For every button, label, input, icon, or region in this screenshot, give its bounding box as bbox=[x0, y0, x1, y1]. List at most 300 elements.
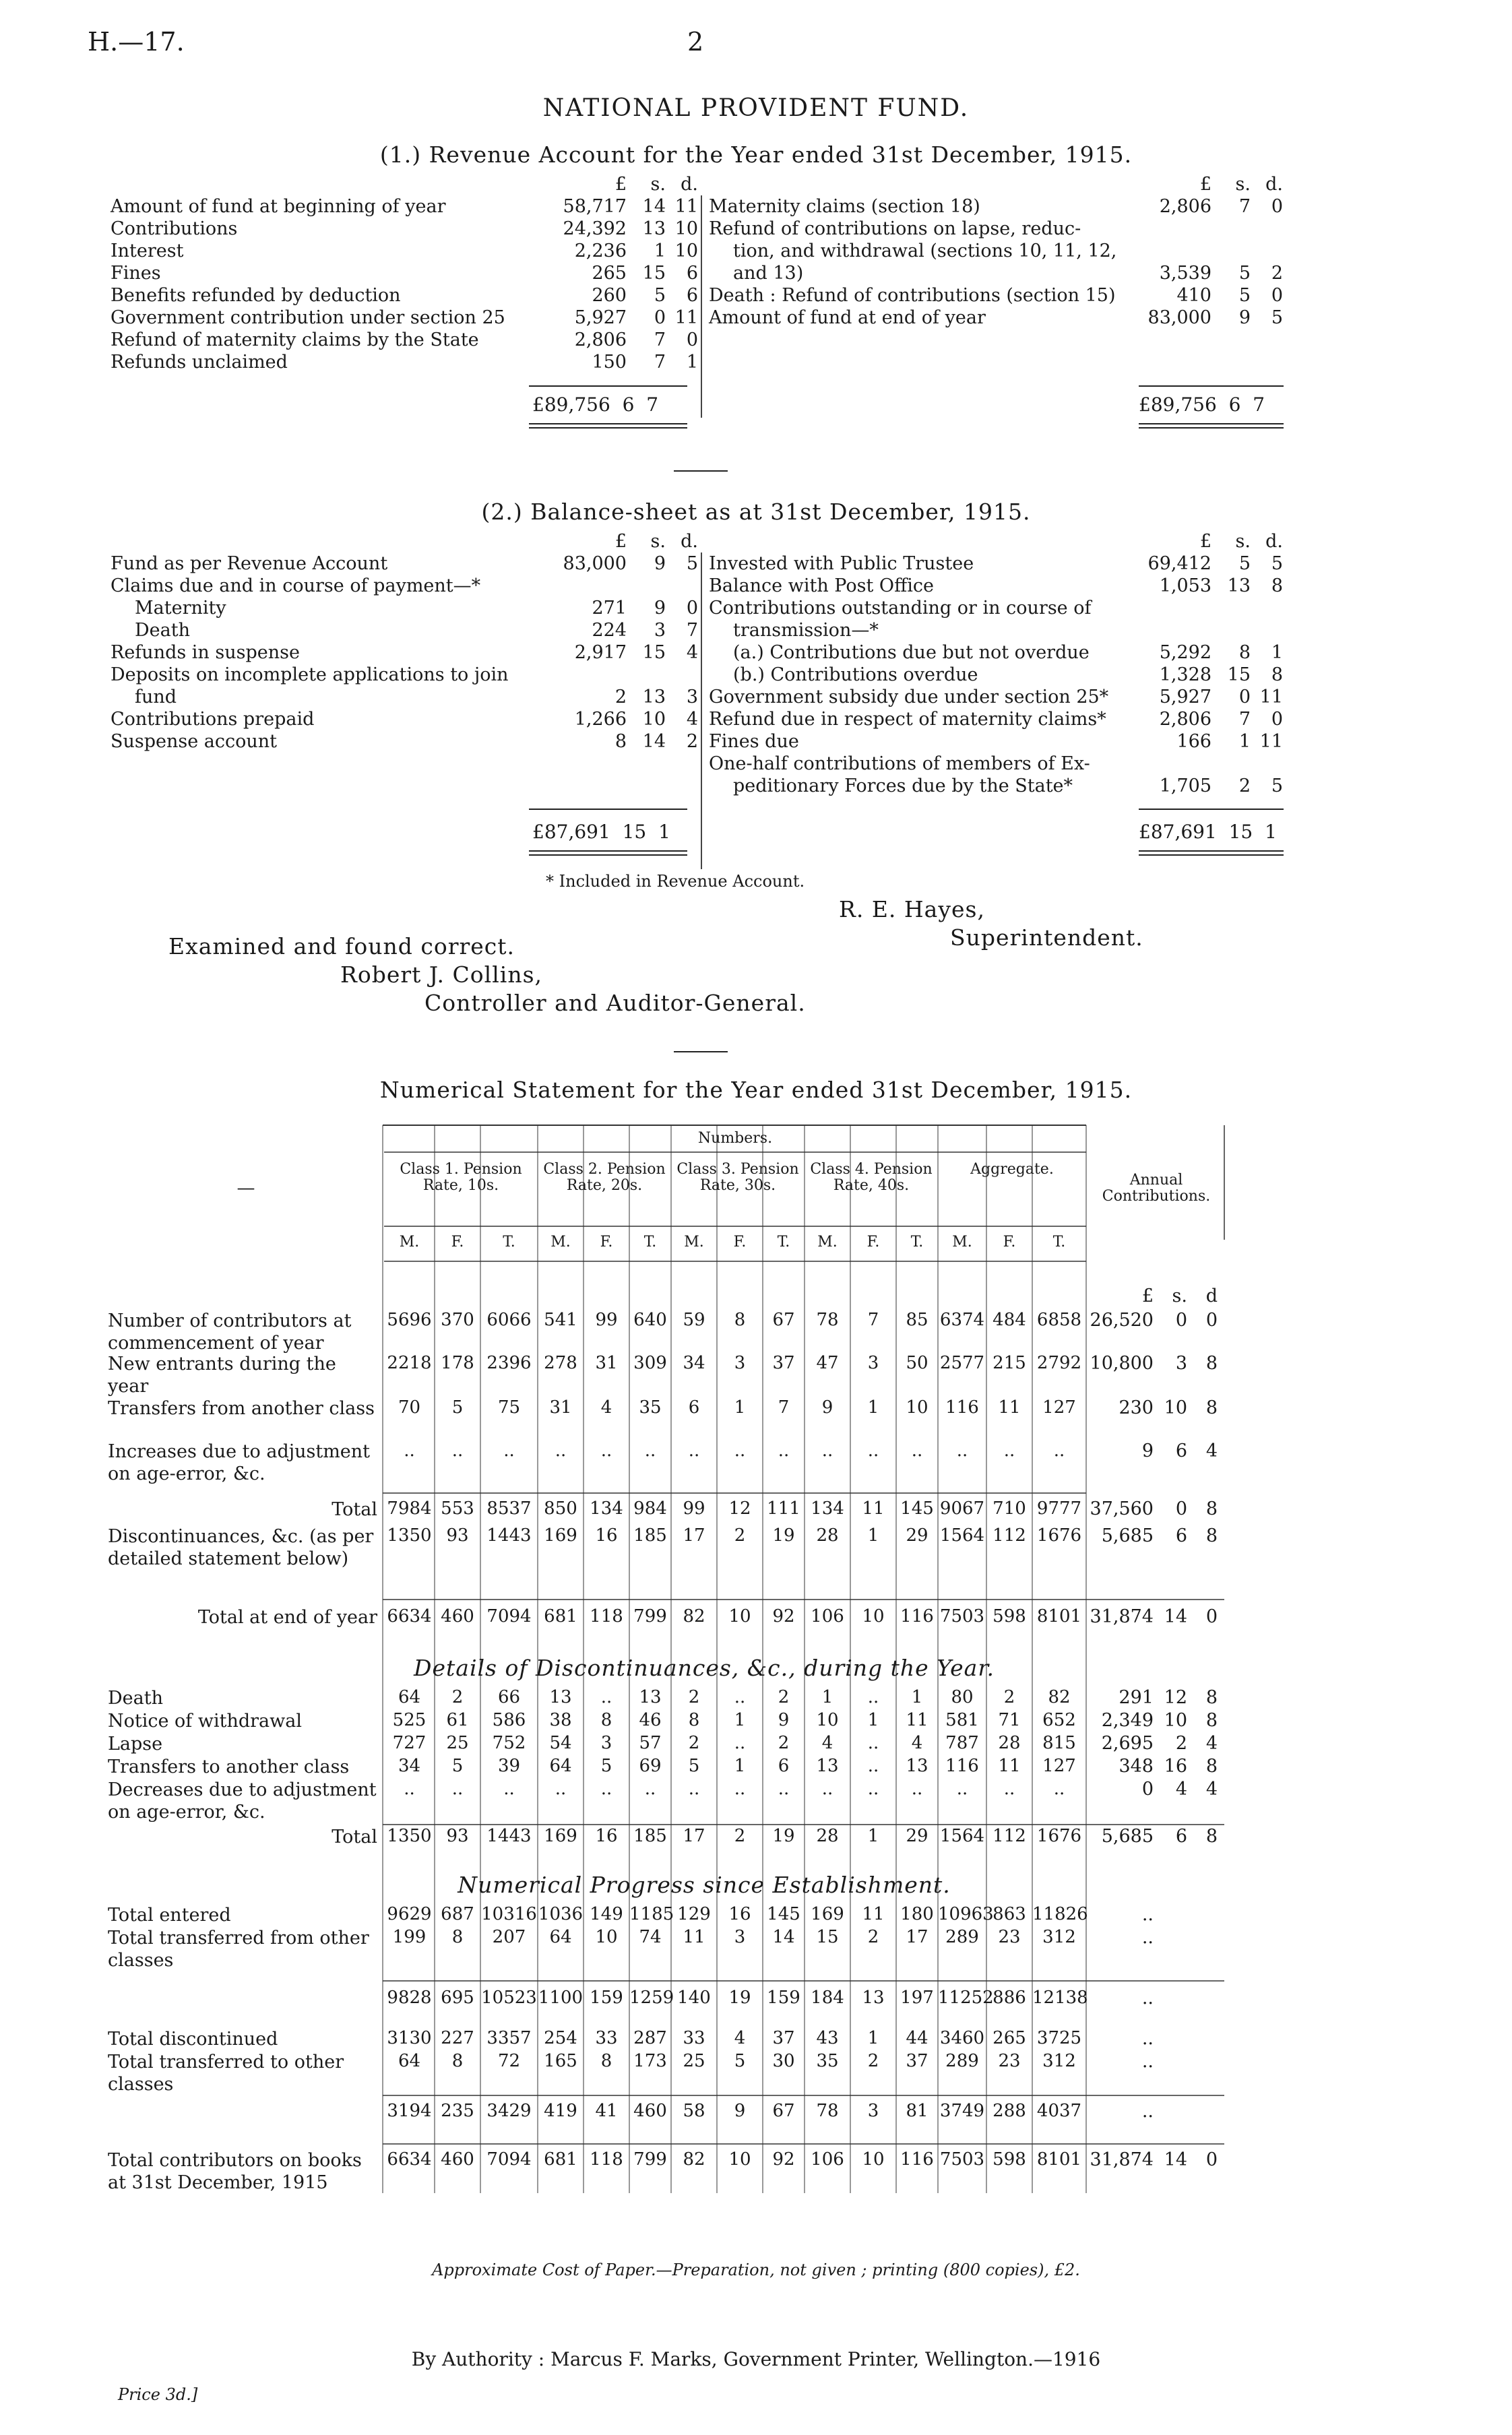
amount-shillings: 6 bbox=[1175, 1525, 1187, 1546]
pence: 11 bbox=[674, 307, 698, 328]
pence: 0 bbox=[686, 598, 698, 619]
currency-pounds: £ bbox=[615, 174, 627, 195]
pence bbox=[1253, 753, 1286, 776]
shillings: 2 bbox=[1238, 776, 1251, 796]
count-cell: 5 bbox=[451, 1756, 464, 1776]
count-cell: .. bbox=[734, 1687, 746, 1707]
amount-pounds: 37,560 bbox=[1090, 1498, 1154, 1519]
ledger-row bbox=[706, 664, 1286, 687]
count-cell: .. bbox=[404, 1779, 415, 1799]
shillings bbox=[1214, 241, 1253, 263]
count-cell: 11 bbox=[862, 1904, 885, 1924]
count-cell: 2577 bbox=[939, 1353, 985, 1373]
count-cell: 116 bbox=[945, 1756, 979, 1776]
shillings bbox=[1214, 218, 1253, 241]
rule bbox=[1139, 385, 1284, 387]
amount-pence: 4 bbox=[1205, 1733, 1218, 1754]
count-cell: 37 bbox=[772, 1353, 795, 1373]
ledger-label: Death bbox=[135, 620, 190, 641]
count-cell: 370 bbox=[441, 1310, 474, 1330]
count-cell: 106 bbox=[811, 1606, 844, 1626]
count-cell: 69 bbox=[639, 1756, 662, 1776]
amount-pence: 8 bbox=[1205, 1710, 1218, 1731]
amount-pounds: 0 bbox=[1141, 1779, 1154, 1800]
count-cell: 3357 bbox=[486, 2028, 532, 2048]
ledger-row bbox=[108, 731, 701, 753]
ledger-row bbox=[706, 553, 1286, 575]
count-cell: 1 bbox=[734, 1397, 746, 1418]
pence bbox=[668, 664, 701, 687]
count-cell: 3725 bbox=[1036, 2028, 1082, 2048]
count-cell: 1 bbox=[734, 1756, 746, 1776]
count-cell: .. bbox=[821, 1441, 833, 1461]
ledger-row bbox=[108, 329, 701, 352]
class-header: Aggregate. bbox=[970, 1161, 1054, 1178]
count-cell: .. bbox=[1053, 1779, 1065, 1799]
ledger-label: and 13) bbox=[733, 263, 804, 284]
count-cell: 289 bbox=[945, 2051, 979, 2071]
count-cell: 681 bbox=[544, 2149, 577, 2170]
count-cell: 2218 bbox=[387, 1353, 432, 1373]
count-cell: 10 bbox=[862, 2149, 885, 2170]
count-cell: 815 bbox=[1042, 1733, 1076, 1753]
pounds: 271 bbox=[592, 598, 627, 619]
amount-shillings: 0 bbox=[1175, 1310, 1187, 1331]
pounds bbox=[536, 575, 629, 598]
shillings bbox=[629, 664, 668, 687]
count-cell: 254 bbox=[544, 2028, 577, 2048]
pence: 7 bbox=[686, 620, 698, 641]
count-cell: 5 bbox=[451, 1397, 464, 1418]
ledger-label: Maternity claims (section 18) bbox=[709, 196, 980, 217]
count-cell: 64 bbox=[398, 1687, 421, 1707]
count-cell: 1259 bbox=[629, 1988, 674, 2008]
amount-pounds: 31,874 bbox=[1090, 1606, 1154, 1627]
count-cell: 3749 bbox=[939, 2101, 985, 2121]
ledger-label: Contributions prepaid bbox=[111, 709, 315, 730]
count-cell: 85 bbox=[906, 1310, 928, 1330]
shillings bbox=[1214, 620, 1253, 642]
shillings: 7 bbox=[1238, 196, 1251, 217]
shillings: 10 bbox=[642, 709, 666, 730]
ledger-label: Claims due and in course of payment—* bbox=[111, 575, 481, 596]
count-cell: 75 bbox=[497, 1397, 521, 1418]
auditor-name: Robert J. Collins, bbox=[340, 961, 542, 988]
pounds: 265 bbox=[592, 263, 627, 284]
pounds: 2,806 bbox=[1159, 709, 1211, 730]
shillings bbox=[1214, 598, 1253, 620]
count-cell: 61 bbox=[446, 1710, 469, 1730]
count-cell: 35 bbox=[816, 2051, 839, 2071]
total-pence: 1 bbox=[1265, 821, 1277, 843]
count-cell: 17 bbox=[683, 1525, 705, 1546]
separator bbox=[674, 470, 728, 472]
count-cell: 598 bbox=[993, 2149, 1026, 2170]
count-cell: 289 bbox=[945, 1927, 979, 1947]
pence: 3 bbox=[686, 687, 698, 707]
count-cell: .. bbox=[956, 1779, 968, 1799]
count-cell: .. bbox=[734, 1733, 746, 1753]
count-cell: 1 bbox=[867, 1826, 879, 1846]
count-cell: 38 bbox=[549, 1710, 572, 1730]
count-cell: 11 bbox=[683, 1927, 705, 1947]
count-cell: 8 bbox=[451, 2051, 464, 2071]
pounds: 83,000 bbox=[1147, 307, 1211, 328]
ledger-label: Suspense account bbox=[111, 731, 278, 752]
count-cell: 134 bbox=[590, 1498, 623, 1519]
count-cell: 6858 bbox=[1036, 1310, 1082, 1330]
count-cell: .. bbox=[451, 1779, 464, 1799]
row-label: Total transferred from other classes bbox=[108, 1928, 369, 1971]
count-cell: 8 bbox=[451, 1927, 464, 1947]
count-cell: 2 bbox=[688, 1733, 700, 1753]
class-header: Class 3. Pension Rate, 30s. bbox=[676, 1161, 799, 1195]
amount-pounds: .. bbox=[1141, 2028, 1154, 2049]
shillings: 1 bbox=[654, 241, 666, 261]
count-cell: 11252 bbox=[938, 1988, 994, 2008]
count-cell: 78 bbox=[816, 1310, 839, 1330]
count-cell: 541 bbox=[544, 1310, 577, 1330]
dash-label: — bbox=[237, 1178, 255, 1199]
shillings: 13 bbox=[1227, 575, 1251, 596]
count-cell: 7 bbox=[867, 1310, 879, 1330]
count-cell: 2 bbox=[734, 1826, 746, 1846]
count-cell: 11826 bbox=[1032, 1904, 1088, 1924]
currency-pounds: £ bbox=[1199, 174, 1211, 195]
count-cell: .. bbox=[688, 1441, 700, 1461]
pence bbox=[1253, 598, 1286, 620]
amount-pence: 0 bbox=[1205, 2149, 1218, 2170]
count-cell: 17 bbox=[906, 1927, 928, 1947]
count-cell: 9067 bbox=[939, 1498, 985, 1519]
count-cell: 6634 bbox=[387, 2149, 432, 2170]
count-cell: 169 bbox=[544, 1525, 577, 1546]
count-cell: 1 bbox=[867, 2028, 879, 2048]
shillings: 15 bbox=[642, 263, 666, 284]
pounds: 2,806 bbox=[1159, 196, 1211, 217]
total-pounds: £87,691 bbox=[1139, 821, 1217, 843]
count-cell: 127 bbox=[1042, 1756, 1076, 1776]
mft-header: M. bbox=[684, 1234, 704, 1251]
count-cell: 4 bbox=[600, 1397, 612, 1418]
count-cell: 14 bbox=[772, 1927, 795, 1947]
amount-pounds: 230 bbox=[1119, 1397, 1154, 1418]
numbers-label: Numbers. bbox=[697, 1130, 773, 1147]
count-cell: 23 bbox=[998, 2051, 1021, 2071]
pence: 8 bbox=[1271, 575, 1283, 596]
count-cell: .. bbox=[600, 1779, 612, 1799]
count-cell: 3194 bbox=[387, 2101, 432, 2121]
row-label: Increases due to adjustment on age-error, &c. bbox=[108, 1441, 371, 1484]
count-cell: .. bbox=[734, 1779, 746, 1799]
pence: 5 bbox=[686, 553, 698, 574]
count-cell: 787 bbox=[945, 1733, 979, 1753]
ledger-label: peditionary Forces due by the State* bbox=[733, 776, 1073, 796]
total-shillings: 6 bbox=[622, 393, 635, 416]
ledger-row bbox=[706, 753, 1286, 776]
pence: 6 bbox=[686, 263, 698, 284]
amount-pounds: 26,520 bbox=[1090, 1310, 1154, 1331]
shillings: 14 bbox=[642, 731, 666, 752]
count-cell: 309 bbox=[633, 1353, 667, 1373]
rule bbox=[1139, 854, 1284, 856]
count-cell: 8 bbox=[734, 1310, 746, 1330]
count-cell: .. bbox=[503, 1441, 515, 1461]
total-pounds: £89,756 bbox=[532, 393, 610, 416]
shillings bbox=[1214, 753, 1253, 776]
rule bbox=[529, 427, 687, 429]
count-cell: .. bbox=[644, 1779, 656, 1799]
count-cell: 886 bbox=[993, 1988, 1026, 2008]
ledger-row bbox=[706, 731, 1286, 753]
count-cell: 92 bbox=[772, 2149, 795, 2170]
count-cell: 41 bbox=[595, 2101, 618, 2121]
count-cell: .. bbox=[867, 1779, 879, 1799]
count-cell: 106 bbox=[811, 2149, 844, 2170]
row-label: Total transferred to other classes bbox=[108, 2052, 344, 2095]
count-cell: 80 bbox=[951, 1687, 974, 1707]
count-cell: .. bbox=[867, 1756, 879, 1776]
count-cell: 34 bbox=[398, 1756, 421, 1776]
count-cell: 1 bbox=[867, 1710, 879, 1730]
count-cell: 19 bbox=[728, 1988, 751, 2008]
separator bbox=[674, 1051, 728, 1052]
amount-pence: 8 bbox=[1205, 1353, 1218, 1374]
pence: 5 bbox=[1271, 307, 1283, 328]
currency-pounds: £ bbox=[615, 531, 627, 552]
amount-pounds: 10,800 bbox=[1090, 1353, 1154, 1374]
pounds: 5,292 bbox=[1159, 642, 1211, 663]
count-cell: 178 bbox=[441, 1353, 474, 1373]
currency-pence: d. bbox=[1265, 174, 1283, 195]
count-cell: 3460 bbox=[939, 2028, 985, 2048]
count-cell: 13 bbox=[549, 1687, 572, 1707]
count-cell: 5696 bbox=[387, 1310, 432, 1330]
row-label: Discontinuances, &c. (as per detailed statement below) bbox=[108, 1526, 374, 1569]
pence bbox=[1253, 620, 1286, 642]
count-cell: 1 bbox=[734, 1710, 746, 1730]
count-cell: 752 bbox=[492, 1733, 526, 1753]
ledger-label: (b.) Contributions overdue bbox=[733, 664, 978, 685]
ledger-row bbox=[108, 218, 701, 241]
count-cell: 31 bbox=[595, 1353, 618, 1373]
count-cell: .. bbox=[956, 1441, 968, 1461]
pounds: 410 bbox=[1176, 285, 1211, 306]
count-cell: 185 bbox=[633, 1826, 667, 1846]
count-cell: 99 bbox=[683, 1498, 705, 1519]
ledger-row bbox=[108, 307, 701, 329]
count-cell: 10 bbox=[728, 2149, 751, 2170]
count-cell: 23 bbox=[998, 1927, 1021, 1947]
amount-shillings: 3 bbox=[1175, 1353, 1187, 1374]
ledger-label: transmission—* bbox=[733, 620, 879, 641]
mft-header: T. bbox=[1052, 1234, 1066, 1251]
total-pence: 7 bbox=[1253, 393, 1265, 416]
shillings: 15 bbox=[1227, 664, 1251, 685]
ledger-label: Government subsidy due under section 25* bbox=[709, 687, 1109, 707]
count-cell: 8101 bbox=[1036, 1606, 1082, 1626]
count-cell: 145 bbox=[900, 1498, 934, 1519]
price: Price 3d.] bbox=[118, 2385, 198, 2404]
divider bbox=[701, 195, 702, 418]
superintendent-title: Superintendent. bbox=[950, 924, 1143, 951]
count-cell: 180 bbox=[900, 1904, 934, 1924]
count-cell: .. bbox=[734, 1441, 746, 1461]
pence: 0 bbox=[686, 329, 698, 350]
count-cell: 3429 bbox=[486, 2101, 532, 2121]
count-cell: 4 bbox=[911, 1733, 923, 1753]
count-cell: 173 bbox=[633, 2051, 667, 2071]
disc-heading: Details of Discontinuances, &c., during the Year. bbox=[414, 1655, 995, 1681]
ledger-row bbox=[108, 196, 701, 218]
count-cell: 278 bbox=[544, 1353, 577, 1373]
page-number: 2 bbox=[687, 27, 704, 57]
pounds: 69,412 bbox=[1147, 553, 1211, 574]
count-cell: 12138 bbox=[1032, 1988, 1088, 2008]
count-cell: 67 bbox=[772, 2101, 795, 2121]
count-cell: 13 bbox=[639, 1687, 662, 1707]
amount-pounds: 31,874 bbox=[1090, 2149, 1154, 2170]
ledger-row bbox=[706, 776, 1286, 798]
pounds bbox=[1121, 241, 1214, 263]
rule bbox=[529, 854, 687, 856]
pounds bbox=[536, 664, 629, 687]
count-cell: 116 bbox=[900, 1606, 934, 1626]
count-cell: 3 bbox=[734, 1353, 746, 1373]
row-label: Transfers to another class bbox=[108, 1757, 350, 1777]
count-cell: .. bbox=[600, 1687, 612, 1707]
ledger-row bbox=[706, 620, 1286, 642]
count-cell: 78 bbox=[816, 2101, 839, 2121]
amount-pounds: 348 bbox=[1119, 1756, 1154, 1777]
count-cell: 799 bbox=[633, 2149, 667, 2170]
ledger-label: Interest bbox=[111, 241, 184, 261]
total-shillings: 6 bbox=[1228, 393, 1241, 416]
ledger-label: Death : Refund of contributions (section 15) bbox=[709, 285, 1116, 306]
shillings: 7 bbox=[654, 329, 666, 350]
count-cell: 2396 bbox=[486, 1353, 532, 1373]
count-cell: 9828 bbox=[387, 1988, 432, 2008]
rule bbox=[1139, 427, 1284, 429]
currency-pence: d. bbox=[1265, 531, 1283, 552]
count-cell: 984 bbox=[633, 1498, 667, 1519]
count-cell: 99 bbox=[595, 1310, 618, 1330]
count-cell: 460 bbox=[441, 1606, 474, 1626]
currency-shillings: s. bbox=[650, 174, 666, 195]
count-cell: 2 bbox=[688, 1687, 700, 1707]
count-cell: 265 bbox=[993, 2028, 1026, 2048]
shillings: 15 bbox=[642, 642, 666, 663]
superintendent-name: R. E. Hayes, bbox=[839, 896, 985, 922]
row-label: Total discontinued bbox=[108, 2029, 278, 2050]
revenue-heading: (1.) Revenue Account for the Year ended 31st December, 1915. bbox=[379, 141, 1133, 168]
pence: 4 bbox=[686, 709, 698, 730]
count-cell: 8 bbox=[600, 2051, 612, 2071]
pence: 10 bbox=[674, 218, 698, 239]
count-cell: 1350 bbox=[387, 1826, 432, 1846]
count-cell: 17 bbox=[683, 1826, 705, 1846]
amount-shillings: 14 bbox=[1164, 1606, 1187, 1627]
count-cell: 74 bbox=[639, 1927, 662, 1947]
row-label: Transfers from another class bbox=[108, 1398, 375, 1419]
count-cell: 6 bbox=[688, 1397, 700, 1418]
pence: 2 bbox=[1271, 263, 1283, 284]
ledger-label: (a.) Contributions due but not overdue bbox=[733, 642, 1090, 663]
amount-pounds: .. bbox=[1141, 1927, 1154, 1948]
count-cell: 13 bbox=[816, 1756, 839, 1776]
pounds: 150 bbox=[592, 352, 627, 373]
ledger-row bbox=[108, 241, 701, 263]
count-cell: 116 bbox=[945, 1397, 979, 1418]
count-cell: 93 bbox=[446, 1826, 469, 1846]
pence: 1 bbox=[1271, 642, 1283, 663]
ledger-row bbox=[706, 709, 1286, 731]
pounds: 1,053 bbox=[1159, 575, 1211, 596]
count-cell: 29 bbox=[906, 1525, 928, 1546]
count-cell: 134 bbox=[811, 1498, 844, 1519]
shillings bbox=[629, 575, 668, 598]
amount-pence: 0 bbox=[1205, 1310, 1218, 1331]
pence: 0 bbox=[1271, 709, 1283, 730]
count-cell: 2 bbox=[734, 1525, 746, 1546]
total-pounds: £87,691 bbox=[532, 821, 610, 843]
ledger-label: Amount of fund at beginning of year bbox=[111, 196, 446, 217]
balance-total-left bbox=[532, 821, 687, 843]
count-cell: 28 bbox=[816, 1525, 839, 1546]
currency-pounds: £ bbox=[1199, 531, 1211, 552]
row-label: Notice of withdrawal bbox=[108, 1711, 302, 1732]
row-label: New entrants during the year bbox=[108, 1354, 336, 1397]
count-cell: 4037 bbox=[1036, 2101, 1082, 2121]
mft-header: F. bbox=[1003, 1234, 1016, 1251]
row-label: Total contributors on books at 31st December, 1915 bbox=[108, 2150, 362, 2193]
count-cell: 235 bbox=[441, 2101, 474, 2121]
count-cell: 129 bbox=[677, 1904, 711, 1924]
pounds: 2,236 bbox=[574, 241, 627, 261]
count-cell: 1100 bbox=[538, 1988, 584, 2008]
mft-header: T. bbox=[777, 1234, 790, 1251]
count-cell: 159 bbox=[767, 1988, 800, 2008]
pounds: 1,328 bbox=[1159, 664, 1211, 685]
pence: 10 bbox=[674, 241, 698, 261]
pounds: 3,539 bbox=[1159, 263, 1211, 284]
count-cell: 66 bbox=[497, 1687, 521, 1707]
ledger-row bbox=[108, 620, 701, 642]
mft-header: M. bbox=[399, 1234, 420, 1251]
shillings: 7 bbox=[654, 352, 666, 373]
count-cell: 287 bbox=[633, 2028, 667, 2048]
pounds: 5,927 bbox=[1159, 687, 1211, 707]
count-cell: 64 bbox=[398, 2051, 421, 2071]
row-label: Total at end of year bbox=[197, 1607, 377, 1628]
mft-header: M. bbox=[817, 1234, 838, 1251]
count-cell: 484 bbox=[993, 1310, 1026, 1330]
amount-pence: 4 bbox=[1205, 1441, 1218, 1461]
revenue-right bbox=[706, 174, 1286, 329]
pence: 6 bbox=[686, 285, 698, 306]
count-cell: 2 bbox=[778, 1733, 790, 1753]
count-cell: 460 bbox=[633, 2101, 667, 2121]
count-cell: 1564 bbox=[939, 1826, 985, 1846]
ledger-label: Balance with Post Office bbox=[709, 575, 934, 596]
count-cell: 71 bbox=[998, 1710, 1021, 1730]
total-pounds: £89,756 bbox=[1139, 393, 1217, 416]
count-cell: 3130 bbox=[387, 2028, 432, 2048]
annual-header: Annual Contributions. bbox=[1102, 1172, 1211, 1205]
ledger-row bbox=[706, 263, 1286, 285]
count-cell: 652 bbox=[1042, 1710, 1076, 1730]
count-cell: 227 bbox=[441, 2028, 474, 2048]
